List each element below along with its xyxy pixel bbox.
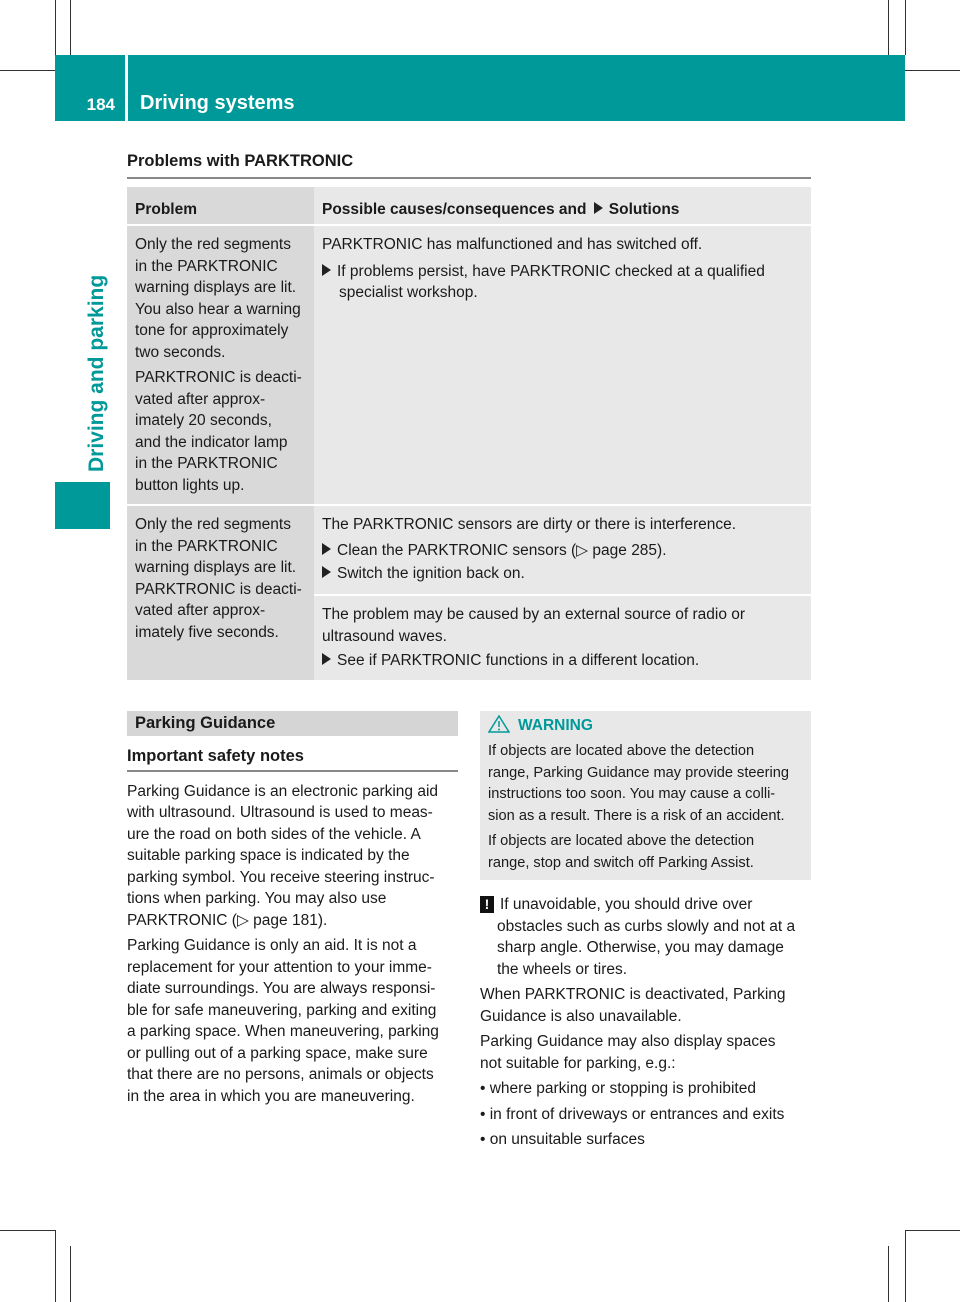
section-heading: Parking Guidance bbox=[127, 711, 458, 736]
divider bbox=[127, 177, 811, 179]
crop-mark bbox=[70, 1246, 71, 1302]
material-damage-note: ! If unavoidable, you should drive over obstacles such as curbs slowly and not at a sharp angle. Otherwise, you may damage the wheels or tires. bbox=[480, 894, 811, 980]
crop-mark bbox=[888, 1246, 889, 1302]
warning-triangle-icon bbox=[488, 715, 510, 733]
solution-step: Clean the PARKTRONIC sensors (▷ page 285). bbox=[322, 541, 803, 560]
table-header bbox=[127, 187, 811, 224]
section-tab-label: Driving and parking bbox=[85, 274, 108, 472]
crop-mark bbox=[905, 1230, 960, 1231]
crop-mark bbox=[55, 0, 56, 55]
arrow-icon bbox=[322, 566, 331, 578]
crop-mark bbox=[55, 1230, 56, 1302]
arrow-icon bbox=[322, 543, 331, 555]
chapter-title: Driving systems bbox=[128, 55, 905, 121]
warning-box bbox=[480, 711, 811, 880]
paragraph: Parking Guidance is only an aid. It is not a replacement for your attention to your imme- diate surroundings. You are always responsi- ble for safe maneuvering, parking and exiting a parking space. When maneuvering, parking or pulling out of a parking space, make sure that there are no persons, animals or objects in the area in which you are maneuvering. bbox=[127, 937, 439, 1105]
arrow-icon bbox=[322, 264, 331, 276]
cause-text: PARKTRONIC has malfunctioned and has switched off. bbox=[322, 236, 703, 253]
problem-text: Only the red segments in the PARKTRONIC warning displays are lit. PARKTRONIC is deacti- vated after approx- imately five seconds. bbox=[135, 516, 302, 641]
exclamation-icon: ! bbox=[480, 896, 494, 913]
header-problem: Problem bbox=[127, 187, 314, 224]
solution-step: If problems persist, have PARKTRONIC checked at a qualified specialist workshop. bbox=[322, 261, 803, 304]
cause-text: The PARKTRONIC sensors are dirty or there is interference. bbox=[322, 516, 737, 533]
problems-title: Problems with PARKTRONIC bbox=[127, 152, 354, 170]
arrow-icon bbox=[594, 202, 603, 214]
subheading: Important safety notes bbox=[127, 747, 304, 765]
list-item: • in front of driveways or entrances and exits bbox=[480, 1105, 785, 1123]
crop-mark bbox=[905, 0, 906, 55]
crop-mark bbox=[70, 0, 71, 55]
problems-table bbox=[127, 187, 811, 680]
divider bbox=[127, 770, 458, 772]
warning-text: If objects are located above the detection range, Parking Guidance may provide steering instructions too soon. You may cause a colli- sion as a result. There is a risk of an accident. bbox=[488, 743, 789, 824]
table-row bbox=[127, 504, 811, 594]
solution-step: Switch the ignition back on. bbox=[322, 565, 803, 583]
cause-text: The problem may be caused by an external source of radio or ultrasound waves. bbox=[322, 606, 746, 645]
solution-step: See if PARKTRONIC functions in a different location. bbox=[322, 652, 803, 670]
table-row bbox=[127, 224, 811, 504]
crop-mark bbox=[0, 1230, 55, 1231]
crop-mark bbox=[905, 1230, 906, 1302]
arrow-icon bbox=[322, 653, 331, 665]
list-item: • on unsuitable surfaces bbox=[480, 1131, 645, 1148]
bullet-list bbox=[480, 1078, 811, 1151]
crop-mark bbox=[0, 70, 55, 71]
parking-guidance-section bbox=[127, 711, 458, 1107]
warning-text: If objects are located above the detection range, stop and switch off Parking Assist. bbox=[488, 833, 755, 871]
paragraph: Parking Guidance may also display spaces not suitable for parking, e.g.: bbox=[480, 1033, 776, 1072]
problem-text: Only the red segments in the PARKTRONIC warning displays are lit. You also hear a warning tone for approximately two seconds. bbox=[135, 236, 301, 361]
problems-section bbox=[127, 152, 811, 680]
paragraph: When PARKTRONIC is deactivated, Parking Guidance is also unavailable. bbox=[480, 986, 786, 1025]
paragraph: Parking Guidance is an electronic parking aid with ultrasound. Ultrasound is used to meas- ure the road on both sides of the vehicle. A suitable parking space is indicated by the parking symbol. You receive steering instruc- tions when parking. You may also use PARKTRONIC (▷ page 181). bbox=[127, 782, 439, 929]
crop-mark bbox=[905, 70, 960, 71]
page-number: 184 bbox=[55, 55, 125, 121]
warning-header: WARNING bbox=[488, 715, 803, 737]
right-column bbox=[480, 711, 811, 1151]
section-tab-marker bbox=[55, 482, 110, 529]
problem-text: PARKTRONIC is deacti- vated after approx- imately 20 seconds, and the indicator lamp in the PARKTRONIC button lights up. bbox=[135, 369, 302, 494]
crop-mark bbox=[888, 0, 889, 55]
header-solutions: Possible causes/consequences and Solutions bbox=[314, 187, 811, 224]
list-item: • where parking or stopping is prohibited bbox=[480, 1080, 756, 1097]
